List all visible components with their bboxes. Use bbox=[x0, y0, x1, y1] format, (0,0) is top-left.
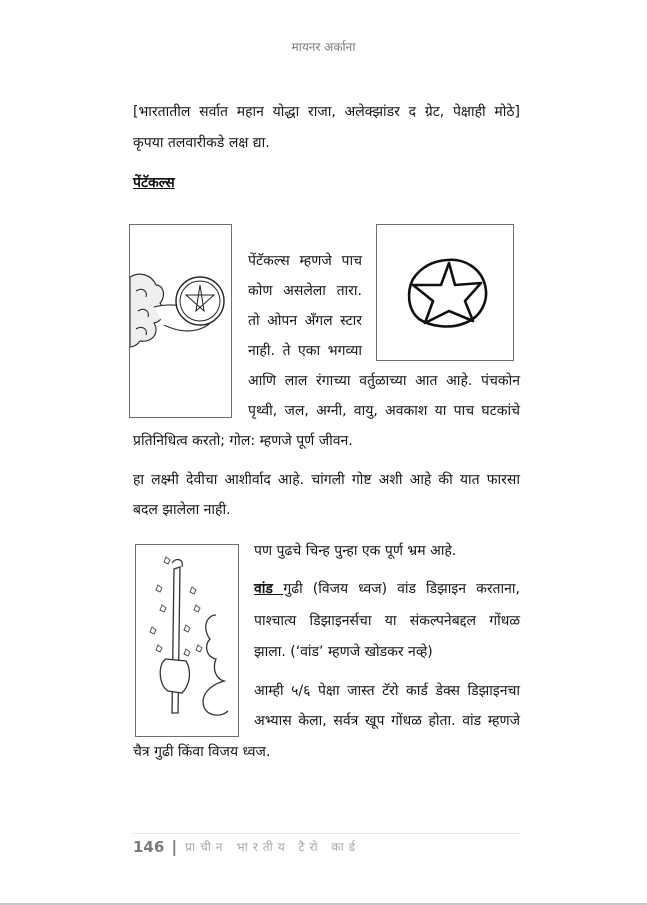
wand-line-text: गुढी (विजय ध्वज) वांड डिझाइन करताना, bbox=[283, 581, 520, 597]
running-header: मायनर अर्काना bbox=[291, 40, 356, 54]
page-number: 146 bbox=[133, 837, 165, 856]
section-heading-pentacles: पेंटॅकल्स bbox=[133, 175, 175, 191]
paragraph-line: बदल झालेला नाही. bbox=[133, 502, 231, 518]
wand-card-image bbox=[135, 544, 239, 737]
paragraph-line: हा लक्ष्मी देवीचा आशीर्वाद आहे. चांगली गोष्ट अशी आहे की यात फारसा bbox=[133, 472, 520, 488]
paragraph-line bbox=[254, 574, 520, 604]
paragraph-line: आणि लाल रंगाच्या वर्तुळाच्या आत आहे. पंचकोन bbox=[248, 373, 520, 389]
paragraph-line: झाला. (‘वांड’ म्हणजे खोडकर नव्हे) bbox=[254, 644, 433, 660]
book-title: प्राचीन भारतीय टैरो कार्ड bbox=[185, 840, 361, 854]
footer-divider bbox=[133, 833, 520, 834]
paragraph-line: कोण असलेला तारा. bbox=[248, 283, 362, 299]
paragraph-line: प्रतिनिधित्व करतो; गोल: म्हणजे पूर्ण जीवन. bbox=[133, 433, 353, 449]
paragraph-line: अभ्यास केला, सर्वत्र खूप गोंधळ होता. वांड म्हणजे bbox=[254, 713, 520, 729]
paragraph-line: [भारतातील सर्वात महान योद्धा राजा, अलेक्झांडर द ग्रेट, पेक्षाही मोठे] bbox=[133, 104, 520, 120]
paragraph-line: नाही. ते एका भगव्या bbox=[248, 343, 362, 359]
paragraph-line: कृपया तलवारीकडे लक्ष द्या. bbox=[133, 135, 270, 151]
footer-separator: | bbox=[171, 837, 178, 856]
paragraph-line: पाश्चात्य डिझाइनर्सचा या संकल्पनेबद्दल गोंधळ bbox=[254, 613, 520, 629]
star-in-circle-icon bbox=[377, 225, 512, 359]
paragraph-line: पण पुढचे चिन्ह पुन्हा एक पूर्ण भ्रम आहे. bbox=[254, 543, 457, 559]
paragraph-line: तो ओपन अँगल स्टार bbox=[248, 313, 362, 329]
pentacle-hand-icon bbox=[130, 225, 230, 416]
wand-hand-icon bbox=[136, 545, 237, 735]
pentacle-card-image bbox=[129, 224, 232, 418]
wand-term: वांड bbox=[254, 581, 284, 597]
page-footer bbox=[133, 837, 360, 856]
paragraph-line: पृथ्वी, जल, अग्नी, वायु, अवकाश या पाच घटकांचे bbox=[248, 403, 520, 419]
paragraph-line: चैत्र गुढी किंवा विजय ध्वज. bbox=[133, 744, 271, 760]
star-circle-image bbox=[376, 224, 514, 361]
paragraph-line: पेंटॅकल्स म्हणजे पाच bbox=[248, 253, 362, 269]
paragraph-line: आम्ही ५/६ पेक्षा जास्त टॅरो कार्ड डेक्स डिझाइनचा bbox=[254, 683, 520, 699]
